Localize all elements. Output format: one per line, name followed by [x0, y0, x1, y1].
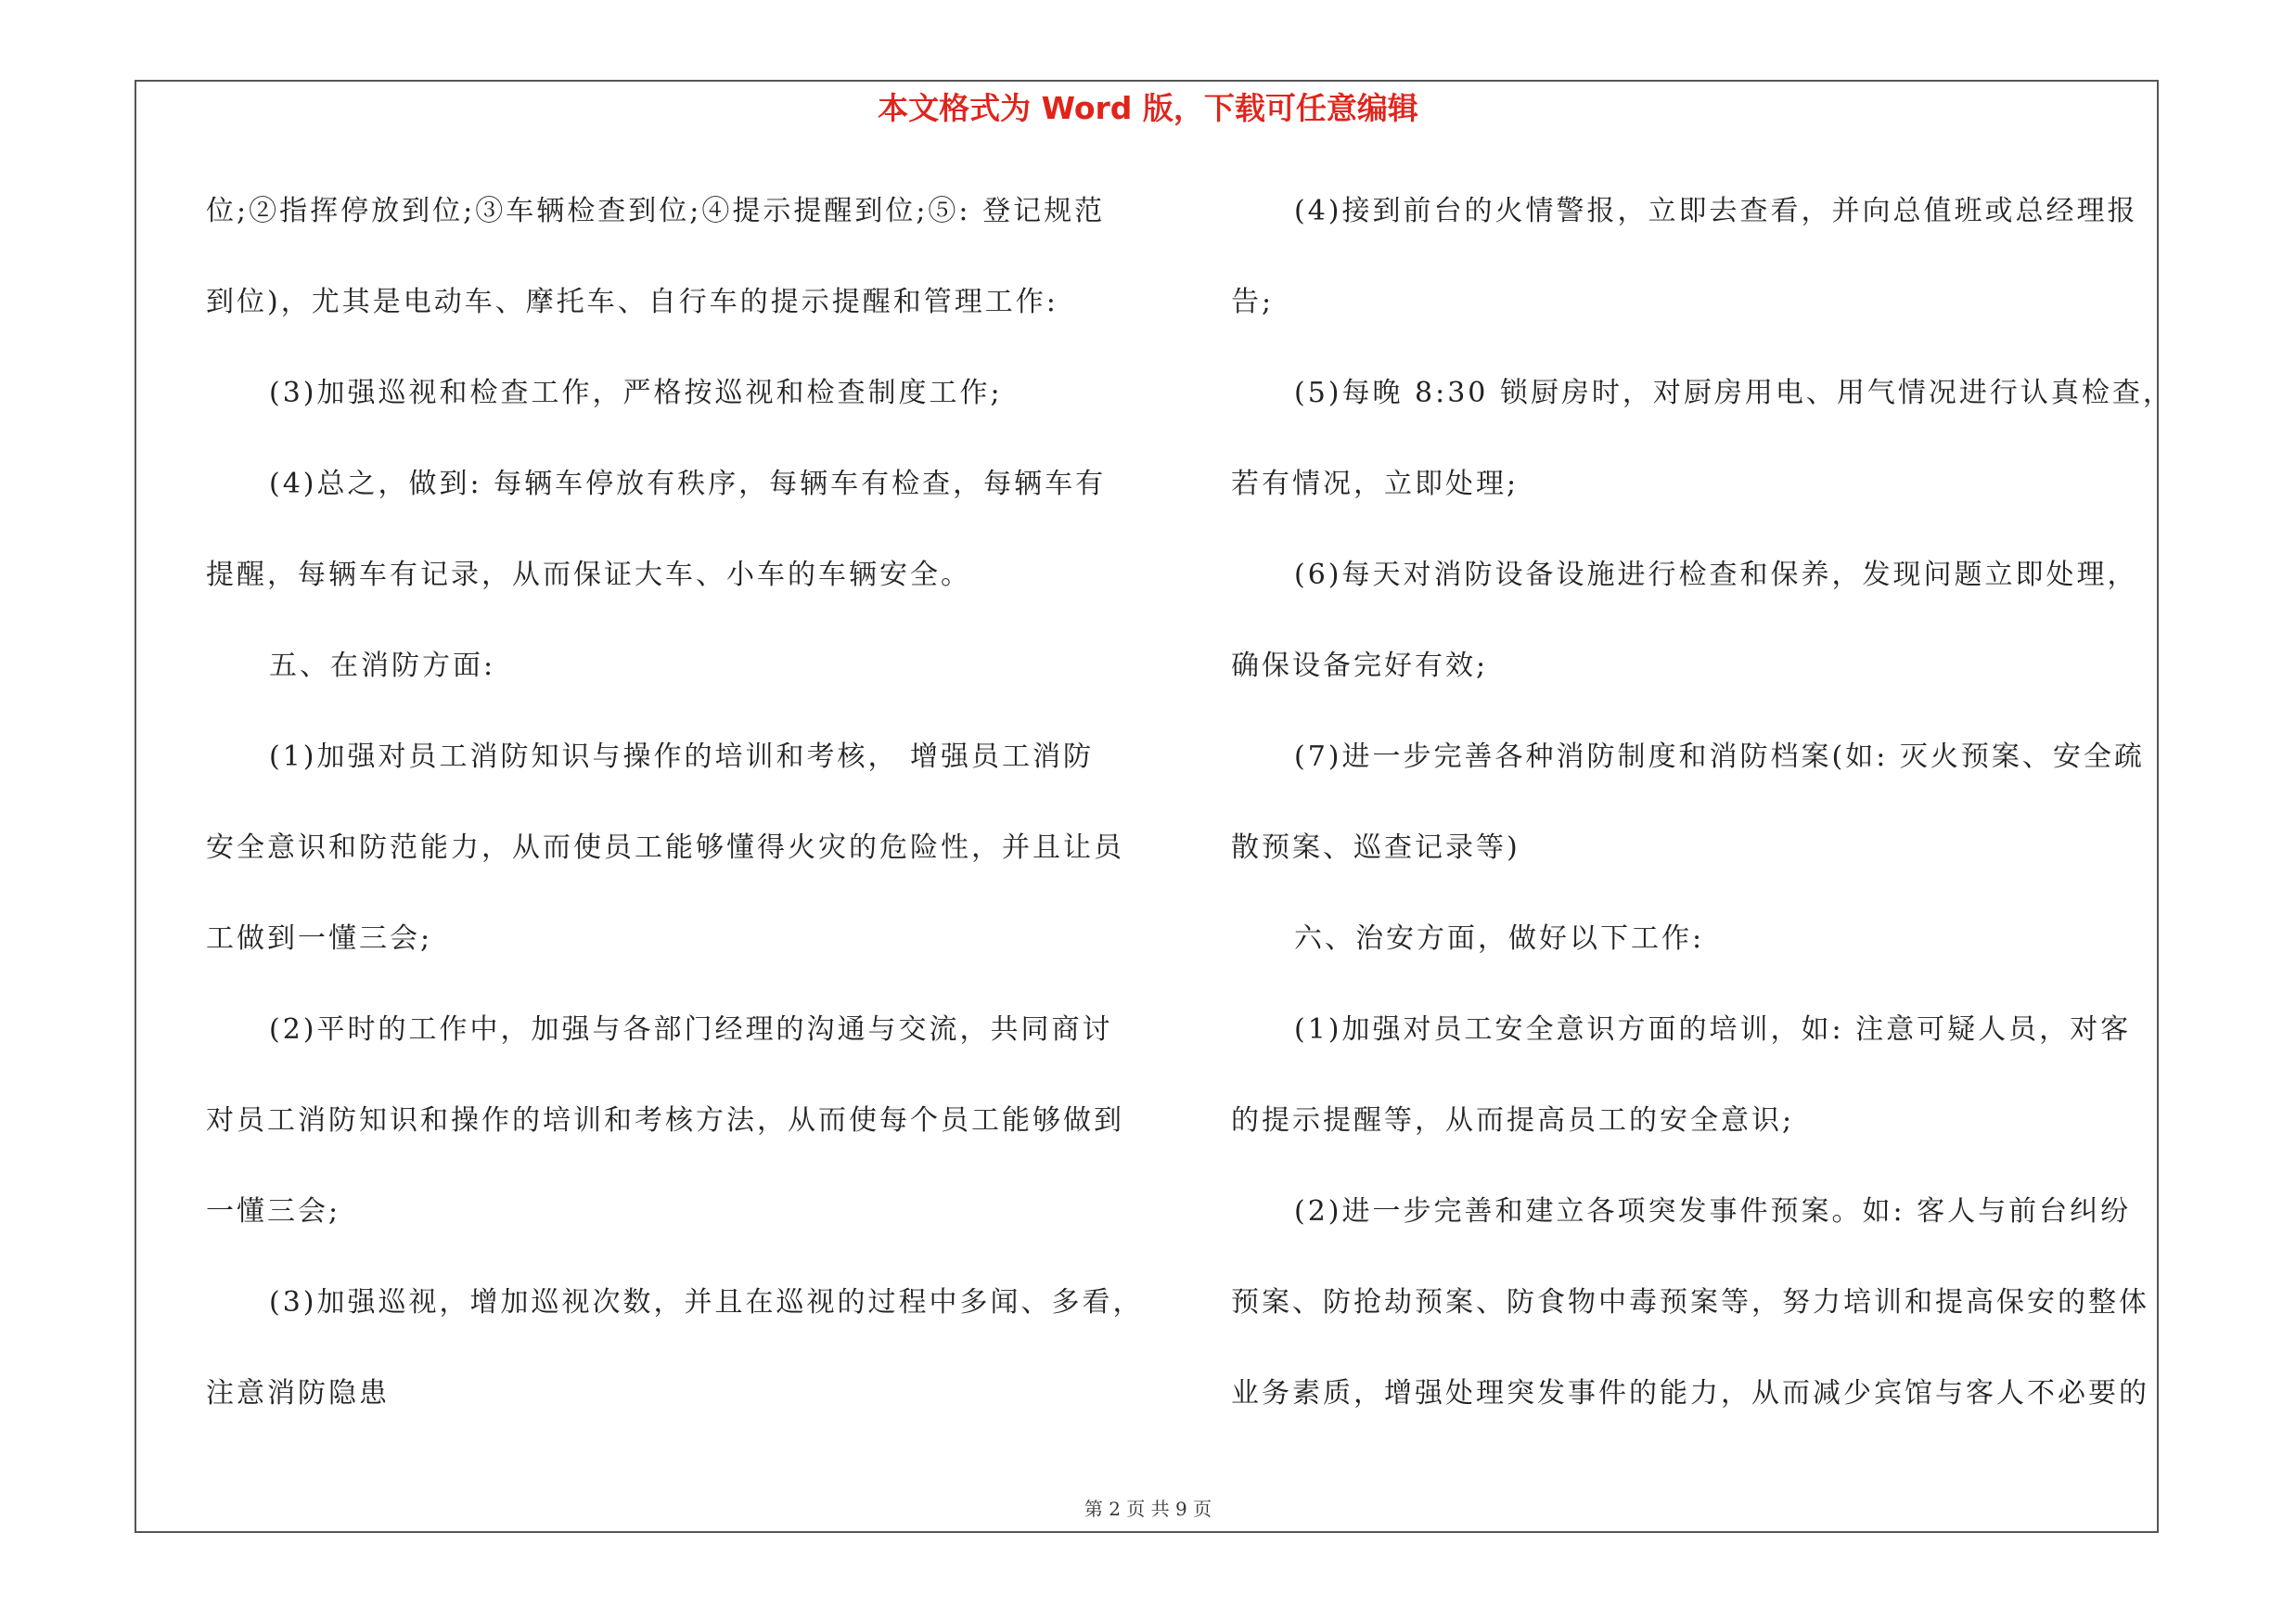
text-line: (2)进一步完善和建立各项突发事件预案。如: 客人与前台纠纷: [1294, 1195, 2132, 1228]
text-line: (6)每天对消防设备设施进行检查和保养，发现问题立即处理，: [1294, 559, 2138, 591]
text-line: (3)加强巡视，增加巡视次数，并且在巡视的过程中多闻、多看，: [269, 1286, 1144, 1319]
text-line: (4)接到前台的火情警报，立即去查看，并向总值班或总经理报: [1294, 195, 2138, 227]
text-line: 的提示提醒等，从而提高员工的安全意识;: [1231, 1104, 1795, 1137]
text-line: (1)加强对员工消防知识与操作的培训和考核， 增强员工消防: [269, 741, 1095, 773]
text-line: 预案、防抢劫预案、防食物中毒预案等，努力培训和提高保安的整体: [1231, 1286, 2149, 1319]
format-banner: 本文格式为 Word 版，下载可任意编辑: [878, 90, 1418, 126]
text-line: 六、治安方面，做好以下工作:: [1294, 922, 1705, 955]
text-line: 告;: [1231, 286, 1275, 318]
text-line: 五、在消防方面:: [269, 650, 496, 682]
text-line: (5)每晚 8:30 锁厨房时，对厨房用电、用气情况进行认真检查，: [1294, 377, 2174, 409]
text-line: (1)加强对员工安全意识方面的培训，如: 注意可疑人员，对客: [1294, 1013, 2132, 1046]
text-line: 注意消防隐患: [206, 1377, 390, 1410]
text-line: 一懂三会;: [206, 1195, 341, 1228]
text-line: 到位)，尤其是电动车、摩托车、自行车的提示提醒和管理工作:: [206, 286, 1058, 318]
text-line: 对员工消防知识和操作的培训和考核方法，从而使每个员工能够做到: [206, 1104, 1124, 1137]
text-line: (3)加强巡视和检查工作，严格按巡视和检查制度工作;: [269, 377, 1003, 409]
text-line: (4)总之，做到: 每辆车停放有秩序，每辆车有检查，每辆车有: [269, 468, 1107, 500]
page-number: 第 2 页 共 9 页: [1084, 1498, 1212, 1520]
text-line: 提醒，每辆车有记录，从而保证大车、小车的车辆安全。: [206, 559, 971, 591]
text-line: 安全意识和防范能力，从而使员工能够懂得火灾的危险性，并且让员: [206, 831, 1124, 864]
text-line: 确保设备完好有效;: [1231, 650, 1489, 682]
text-line: 业务素质，增强处理突发事件的能力，从而减少宾馆与客人不必要的: [1231, 1377, 2149, 1410]
text-line: 工做到一懂三会;: [206, 922, 433, 955]
text-line: (2)平时的工作中，加强与各部门经理的沟通与交流，共同商讨: [269, 1013, 1113, 1046]
text-line: 若有情况，立即处理;: [1231, 468, 1520, 500]
left-column: [206, 184, 1144, 1457]
text-line: 散预案、巡查记录等): [1231, 831, 1520, 864]
text-line: 位;②指挥停放到位;③车辆检查到位;④提示提醒到位;⑤: 登记规范: [206, 195, 1106, 227]
text-line: (7)进一步完善各种消防制度和消防档案(如: 灭火预案、安全疏: [1294, 741, 2145, 773]
right-column: [1231, 184, 2174, 1457]
